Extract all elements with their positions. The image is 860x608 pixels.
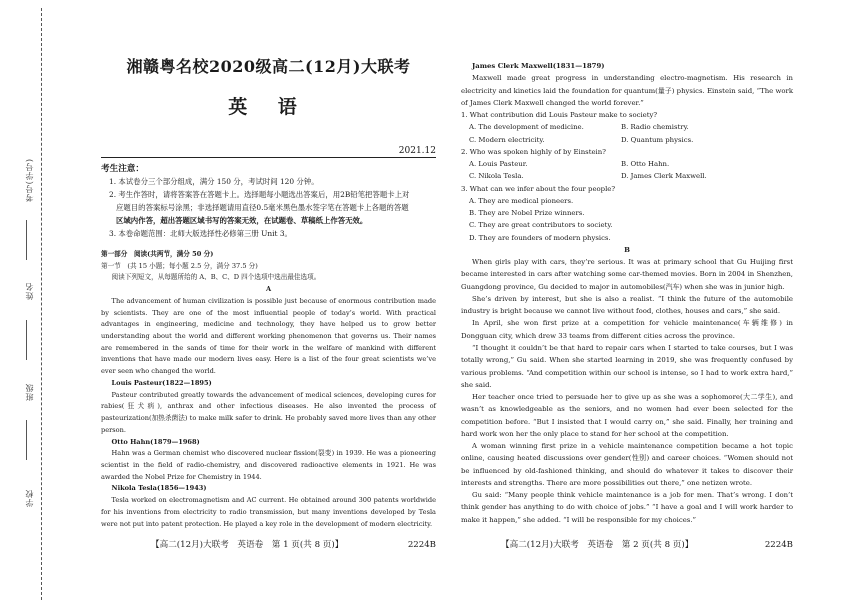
notice-heading: 考生注意：	[101, 164, 144, 174]
notice-item: 区域内作答，超出答题区域书写的答案无效，在试题卷、草稿纸上作答无效。	[116, 216, 368, 225]
passage-paragraph: The advancement of human civilization is possible just because of enormous contribution made by scientists. They are one of the most influential people of today’s world. With practical advantages in engineering, medicine and technology, they have helped us to grow better understanding about the world and different working phenomenon that governs us. Their names are remembered in the sands of time for their work in the welfare of mankind with different inventions that have made our modern lives easy. Here is a list of the four great scientists we’ve ever seen who changed the world.	[101, 296, 436, 376]
notice-item: 3. 本卷命题范围：北师大版选择性必修第三册 Unit 3。	[109, 229, 292, 238]
option: A. The development of medicine.	[469, 123, 584, 132]
question: 3. What can we infer about the four people?	[461, 184, 616, 193]
passage-paragraph: Hahn was a German chemist who discovered nuclear fission(裂变) in 1939. He was a pioneering scientist in the field of radio-chemistry, and discovered radioactive elements in 1921. He was awarded the Nobel Prize for Chemistry in 1944.	[101, 449, 436, 481]
option: C. Nikola Tesla.	[469, 172, 524, 181]
school-label: 学校	[25, 489, 34, 507]
passage-letter: A	[265, 285, 272, 294]
exam-number-label: 考号(学号)	[25, 158, 34, 203]
passage-paragraph: A woman winning first prize in a vehicle maintenance competition became a hot topic online, causing heated discussions over gender(性别) and career choices. “Women should not be influenced by old-fashioned thinking, and should do whatever it takes to discover their interests and strengths. There are more possibilities out there,” one netizen wrote.	[461, 442, 793, 487]
option: B. Otto Hahn.	[621, 160, 670, 169]
page-1	[101, 0, 436, 608]
fill-line	[26, 320, 27, 360]
exam-date: 2021.12	[398, 146, 436, 156]
passage-paragraph: She’s driven by interest, but she is also a realist. “I think the future of the automobile industry is bright because we cannot live without food, clothes, houses and cars,” she said.	[461, 294, 793, 316]
scientist-heading: Nikola Tesla(1856—1943)	[111, 484, 207, 493]
notice-item: 1. 本试卷分三个部分组成，满分 150 分，考试时间 120 分钟。	[109, 177, 319, 186]
passage-letter: B	[624, 245, 630, 254]
option: D. They are founders of modern physics.	[469, 233, 611, 242]
fill-line	[26, 220, 27, 260]
notice-item: 应题目的答案标号涂黑；非选择题请用直径0.5毫米黑色墨水签字笔在答题卡上各题的答题	[116, 203, 409, 212]
page-2	[461, 0, 793, 608]
name-label: 姓名	[25, 282, 34, 300]
scientist-heading: Otto Hahn(1879—1968)	[111, 437, 200, 446]
question: 2. Who was spoken highly of by Einstein?	[461, 147, 606, 156]
option: A. They are medical pioneers.	[469, 196, 574, 205]
option: C. They are great contributors to society.	[469, 221, 613, 230]
passage-paragraph: Her teacher once tried to persuade her to give up as she was a sophomore(大二学生), and wasn’t as knowledgeable as the seniors, and no women had ever been selected for the competition before. “But I insisted that I would carry on,” she said. Finally, her training and hard work won her the only place to stand for her school at the competition.	[461, 393, 793, 438]
passage-paragraph: Maxwell made great progress in understanding electro-magnetism. His research in electricity and kinetics laid the foundation for quantum(量子) physics. Einstein said, “The work of James Clerk Maxwell changed the world forever.”	[461, 74, 793, 107]
scientist-heading: Louis Pasteur(1822—1895)	[111, 378, 212, 387]
binding-margin	[0, 0, 62, 608]
footer-info: 【高二(12月)大联考 英语卷 第 2 页(共 8 页)】	[501, 540, 694, 550]
header-rule	[101, 157, 436, 158]
fill-line	[26, 420, 27, 460]
exam-title: 湘赣粤名校2020级高二(12月)大联考	[126, 57, 411, 76]
option: A. Louis Pasteur.	[469, 160, 528, 169]
footer-code: 2224B	[407, 540, 436, 550]
option: C. Modern electricity.	[469, 135, 545, 144]
scientist-heading: James Clerk Maxwell(1831—1879)	[472, 62, 605, 70]
option: B. They are Nobel Prize winners.	[469, 209, 585, 218]
cut-line	[41, 8, 42, 600]
passage-paragraph: Gu said: “Many people think vehicle maintenance is a job for men. That’s wrong. I don’t think gender has anything to do with choice of jobs.” “I have a goal and I will work harder to make it happen,” she added. “I will be responsible for my choices.”	[461, 491, 793, 524]
footer-code: 2224B	[764, 540, 793, 550]
passage-paragraph: Pasteur contributed greatly towards the advancement of medical sciences, developing cures for rabies(狂犬病), anthrax and other infectious diseases. He also invented the process of pasteurization(加热杀菌法) to make milk safer to drink. He probably saved more lives than any other person.	[101, 390, 436, 434]
footer-info: 【高二(12月)大联考 英语卷 第 1 页(共 8 页)】	[151, 540, 344, 550]
instructions: 阅读下列短文，从每题所给的 A、B、C、D 四个选项中选出最佳选项。	[111, 273, 321, 282]
passage-paragraph: “I thought it couldn’t be that hard to repair cars when I started to take courses, but I was totally wrong,” Gu said. When she started learning in 2019, she was frequently confused by various problems. “And competition within our school is intense, so I had to work extra hard,” she said.	[461, 343, 793, 389]
part1-block	[101, 249, 436, 530]
subject-title: 英 语	[228, 96, 309, 118]
part-heading: 第一部分 阅读(共两节，满分 50 分)	[101, 250, 214, 258]
passage-paragraph: Tesla worked on electromagnetism and AC current. He obtained around 300 patents worldwide for his inventions from electricity to radio transmission, but many inventions developed by Tesla were not put into patent protection. He played a key role in the development of modern electricity.	[101, 496, 436, 528]
notice-item: 2. 考生作答时，请将答案答在答题卡上。选择题每小题选出答案后，用2B铅笔把答题卡上对	[109, 190, 410, 199]
class-label: 班级	[25, 383, 34, 401]
option: D. James Clerk Maxwell.	[621, 172, 707, 181]
question: 1. What contribution did Louis Pasteur make to society?	[461, 111, 658, 120]
passage-a-continued	[461, 60, 793, 526]
passage-paragraph: When girls play with cars, they’re serious. It was at primary school that Gu Huijing first became interested in cars after watching some car-themed movies. Born in 2004 in Shenzhen, Guangdong province, Gu decided to major in automobiles(汽车) when she was in junior high.	[461, 258, 793, 291]
section-heading: 第一节 (共 15 小题；每小题 2.5 分，满分 37.5 分)	[101, 261, 258, 270]
option: D. Quantum physics.	[621, 135, 694, 144]
passage-paragraph: In April, she won first prize at a competition for vehicle maintenance(车辆维修) in Dongguan city, which drew 33 teams from different cities across the province.	[461, 319, 793, 340]
option: B. Radio chemistry.	[621, 123, 689, 132]
